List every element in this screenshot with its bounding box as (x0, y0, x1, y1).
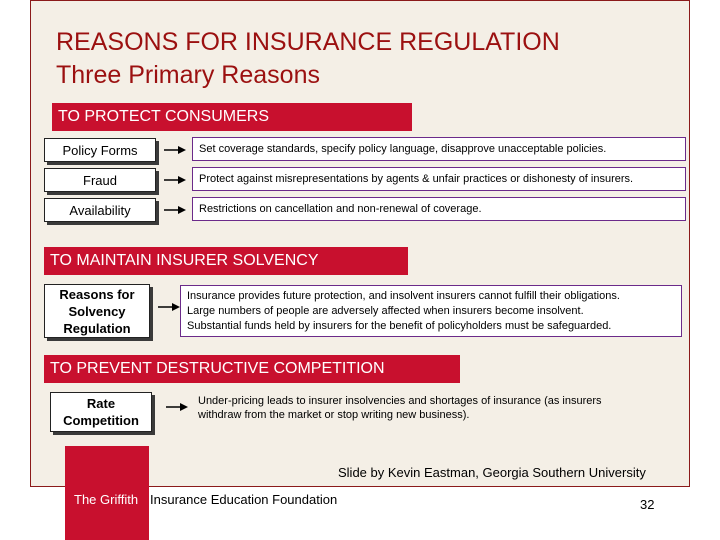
page-number: 32 (640, 497, 655, 512)
arrow-right-icon (164, 145, 186, 155)
section-header-protect-consumers: TO PROTECT CONSUMERS (52, 103, 412, 131)
arrow-right-icon (166, 402, 188, 412)
section-header-maintain-solvency: TO MAINTAIN INSURER SOLVENCY (44, 247, 408, 275)
desc-line: Large numbers of people are adversely affected when insurers become insolvent. (187, 304, 584, 317)
desc-rate-competition (192, 394, 672, 428)
label-rate-competition (50, 392, 152, 432)
arrow-right-icon (158, 302, 180, 312)
slide-title: REASONS FOR INSURANCE REGULATION (56, 28, 560, 56)
label-line: Solvency (68, 303, 126, 319)
desc-line: withdraw from the market or stop writing new business). (198, 409, 470, 421)
foundation-name-part2: Insurance Education Foundation (150, 492, 338, 507)
slide-credit: Slide by Kevin Eastman, Georgia Southern University (338, 465, 646, 480)
desc-solvency (180, 285, 682, 337)
desc-line: Insurance provides future protection, and insolvent insurers cannot fulfill their obligations. (187, 289, 620, 302)
arrow-right-icon (164, 205, 186, 215)
label-fraud: Fraud (44, 168, 156, 192)
arrow-right-icon (164, 175, 186, 185)
label-line: Reasons for (59, 286, 135, 302)
desc-fraud: Protect against misrepresentations by agents & unfair practices or dishonesty of insurers. (192, 167, 686, 191)
label-line: Competition (63, 413, 139, 428)
label-policy-forms: Policy Forms (44, 138, 156, 162)
desc-line: Under-pricing leads to insurer insolvencies and shortages of insurance (as insurers (198, 395, 602, 407)
label-line: Rate (86, 396, 116, 411)
label-solvency-regulation (44, 284, 150, 338)
desc-policy-forms: Set coverage standards, specify policy language, disapprove unacceptable policies. (192, 137, 686, 161)
label-availability: Availability (44, 198, 156, 222)
foundation-name-part1: The Griffith (74, 492, 139, 507)
section-header-prevent-competition: TO PREVENT DESTRUCTIVE COMPETITION (44, 355, 460, 383)
label-line: Regulation (63, 320, 131, 336)
desc-availability: Restrictions on cancellation and non-renewal of coverage. (192, 197, 686, 221)
desc-line: Substantial funds held by insurers for the benefit of policyholders must be safeguarded. (187, 319, 612, 332)
slide-subtitle: Three Primary Reasons (56, 61, 320, 89)
